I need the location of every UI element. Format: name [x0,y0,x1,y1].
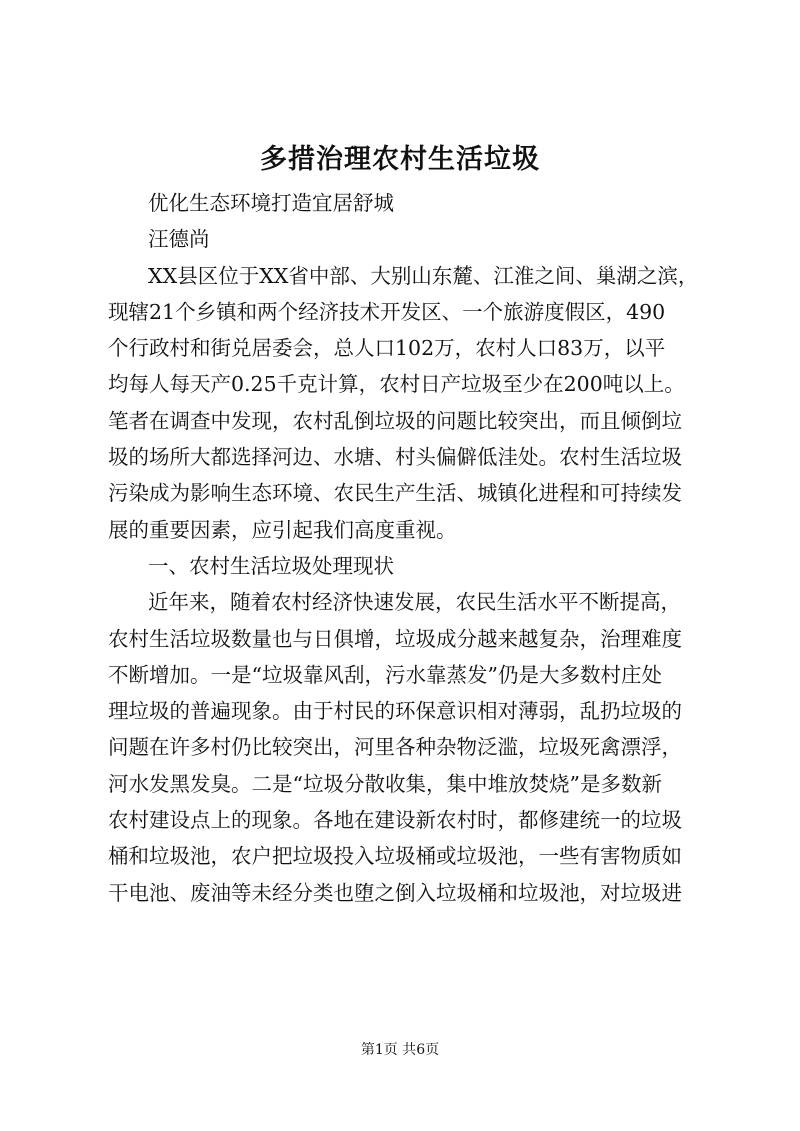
page-footer: 第1页 共6页 [360,1042,440,1058]
section-heading: 一、农村生活垃圾处理现状 [148,553,394,578]
paragraph-line: 污染成为影响生态环境、农民生产生活、城镇化进程和可持续发 [108,481,682,506]
paragraph-line: 现辖21个乡镇和两个经济技术开发区、一个旅游度假区，490 [108,299,666,324]
paragraph-line: 展的重要因素，应引起我们高度重视。 [108,517,457,542]
paragraph-line: XX县区位于XX省中部、大别山东麓、江淮之间、巢湖之滨， [148,263,699,288]
paragraph-line: 圾的场所大都选择河边、水塘、村头偏僻低洼处。农村生活垃圾 [108,445,682,470]
paragraph-line: 河水发黑发臭。二是“垃圾分散收集，集中堆放焚烧”是多数新 [108,771,662,796]
author-line: 汪德尚 [148,227,210,252]
paragraph-line: 均每人每天产0.25千克计算，农村日产垃圾至少在200吨以上。 [108,372,685,397]
paragraph-line: 干电池、废油等未经分类也堕之倒入垃圾桶和垃圾池，对垃圾进 [108,880,682,905]
paragraph-line: 不断增加。一是“垃圾靠风刮，污水靠蒸发”仍是大多数村庄处 [108,662,662,687]
paragraph-line: 近年来，随着农村经济快速发展，农民生活水平不断提高， [148,590,681,615]
paragraph-line: 笔者在调查中发现，农村乱倒垃圾的问题比较突出，而且倾倒垃 [108,408,682,433]
paragraph-line: 问题在许多村仍比较突出，河里各种杂物泛滥，垃圾死禽漂浮， [108,735,682,760]
paragraph-line: 理垃圾的普遍现象。由于村民的环保意识相对薄弱，乱扔垃圾的 [108,699,682,724]
document-title: 多措治理农村生活垃圾 [260,144,540,175]
paragraph-line: 个行政村和街兑居委会，总人口102万，农村人口83万，以平 [108,336,666,361]
document-body [108,185,723,911]
paragraph-line: 农村建设点上的现象。各地在建设新农村时，都修建统一的垃圾 [108,808,682,833]
paragraph-line: 农村生活垃圾数量也与日俱增，垃圾成分越来越复杂，治理难度 [108,626,682,651]
paragraph-line: 桶和垃圾池，农户把垃圾投入垃圾桶或垃圾池，一些有害物质如 [108,844,682,869]
subtitle-line: 优化生态环境打造宜居舒城 [148,191,394,215]
